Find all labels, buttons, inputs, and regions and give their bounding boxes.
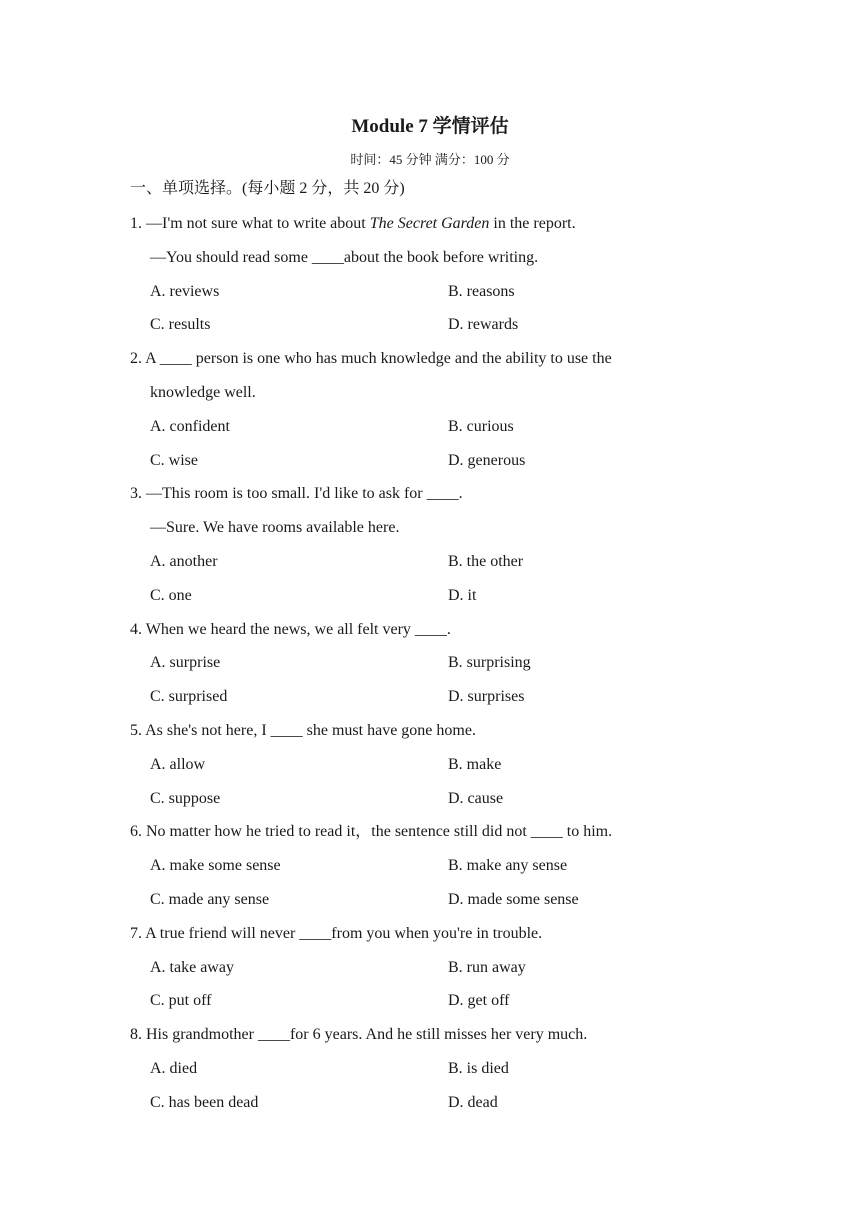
options-row [130,951,730,985]
question-6-stem: 6. No matter how he tried to read it，the sentence still did not ____ to him. [130,823,613,841]
options-row [130,646,730,680]
question-1 [130,207,730,342]
options-row [130,984,730,1018]
question-1-stem [130,207,730,241]
option-c[interactable]: C. wise [150,451,198,469]
question-7 [130,917,730,1018]
option-c[interactable]: C. put off [150,992,212,1010]
option-c[interactable]: C. surprised [150,688,228,706]
question-7-stem: 7. A true friend will never ____from you when you're in trouble. [130,924,543,942]
options-row [130,883,730,917]
question-3-line2: —Sure. We have rooms available here. [150,519,400,537]
question-8-stem: 8. His grandmother ____for 6 years. And he still misses her very much. [130,1026,588,1044]
book-title: The Secret Garden [369,215,490,232]
question-6 [130,815,730,916]
option-a[interactable]: A. another [150,552,218,570]
options-row [130,444,730,478]
question-3-stem: 3. —This room is too small. I'd like to ask for ____. [130,485,463,503]
option-b[interactable]: B. run away [448,958,526,976]
option-b[interactable]: B. make any sense [448,857,568,875]
option-a[interactable]: A. make some sense [150,857,281,875]
question-3 [130,477,730,612]
options-row [130,748,730,782]
page-subtitle: 时间：45 分钟 满分：100 分 [350,152,510,167]
option-c[interactable]: C. results [150,316,211,334]
option-d[interactable]: D. it [448,586,477,604]
option-d[interactable]: D. made some sense [448,890,579,908]
section-heading: 一、单项选择。(每小题 2 分，共 20 分) [130,180,405,197]
option-d[interactable]: D. rewards [448,316,519,334]
option-d[interactable]: D. surprises [448,688,525,706]
option-d[interactable]: D. generous [448,451,526,469]
question-list [130,207,730,1120]
option-d[interactable]: D. get off [448,992,510,1010]
page-title: Module 7 学情评估 [351,116,509,137]
option-a[interactable]: A. allow [150,755,206,773]
option-d[interactable]: D. cause [448,789,504,807]
question-8 [130,1018,730,1119]
option-b[interactable]: B. is died [448,1059,509,1077]
option-b[interactable]: B. curious [448,417,514,435]
option-a[interactable]: A. confident [150,417,230,435]
options-row [130,275,730,309]
option-a[interactable]: A. take away [150,958,234,976]
option-c[interactable]: C. has been dead [150,1093,259,1111]
options-row [130,1086,730,1120]
question-1-stem-prefix: 1. —I'm not sure what to write about [130,215,370,232]
option-c[interactable]: C. made any sense [150,890,270,908]
question-1-line2: —You should read some ____about the book before writing. [150,248,539,266]
option-b[interactable]: B. make [448,755,502,773]
option-b[interactable]: B. reasons [448,282,515,300]
option-a[interactable]: A. died [150,1059,198,1077]
question-4 [130,613,730,714]
option-a[interactable]: A. reviews [150,282,220,300]
question-1-stem-suffix: in the report. [489,215,576,232]
options-row [130,308,730,342]
option-b[interactable]: B. surprising [448,654,531,672]
question-2-line2: knowledge well. [150,383,256,401]
option-c[interactable]: C. suppose [150,789,221,807]
option-c[interactable]: C. one [150,586,192,604]
option-d[interactable]: D. dead [448,1093,498,1111]
options-row [130,782,730,816]
question-5 [130,714,730,815]
options-row [130,545,730,579]
option-a[interactable]: A. surprise [150,654,221,672]
question-5-stem: 5. As she's not here, I ____ she must have gone home. [130,721,476,739]
options-row [130,849,730,883]
options-row [130,680,730,714]
option-b[interactable]: B. the other [448,552,524,570]
question-2 [130,342,730,477]
options-row [130,410,730,444]
options-row [130,1052,730,1086]
question-4-stem: 4. When we heard the news, we all felt very ____. [130,620,451,638]
options-row [130,579,730,613]
question-2-stem: 2. A ____ person is one who has much knowledge and the ability to use the [130,350,612,368]
